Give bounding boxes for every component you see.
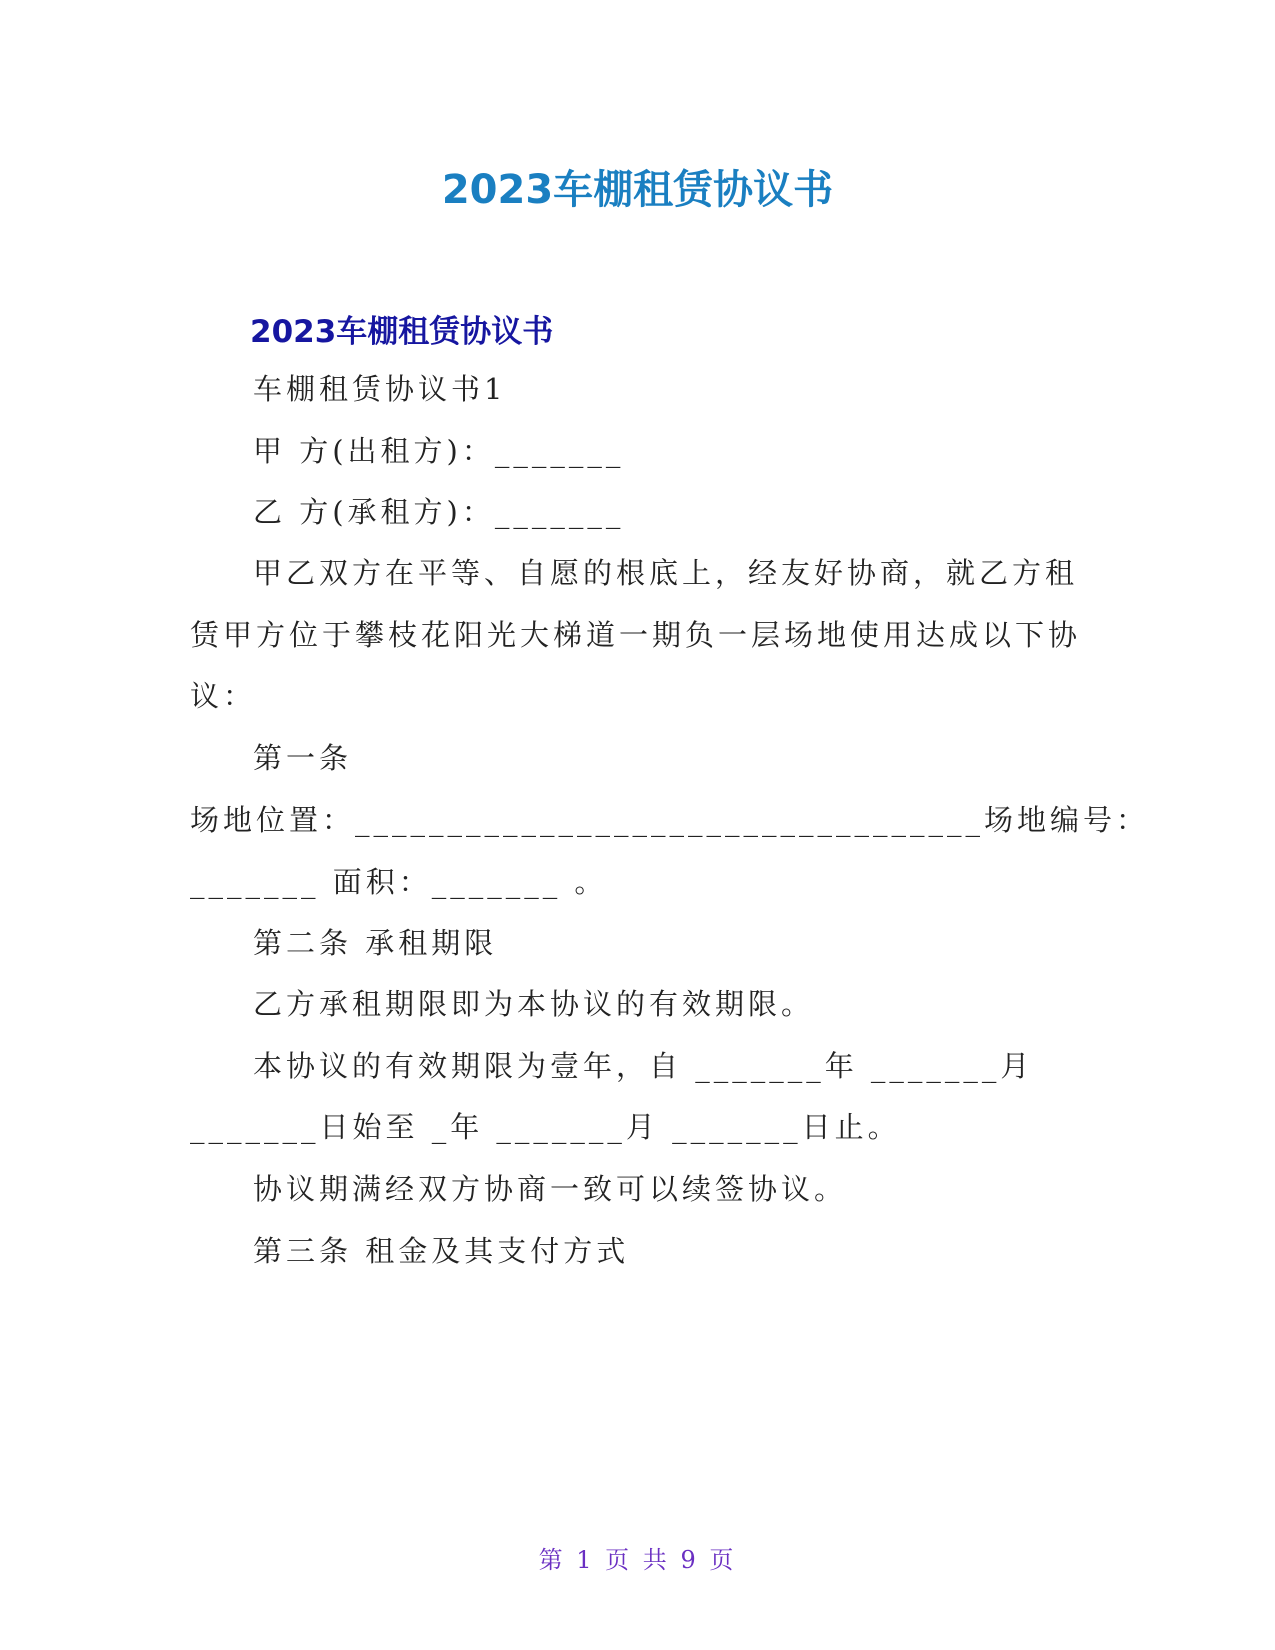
paragraph-lease-term: 乙方承租期限即为本协议的有效期限。 xyxy=(253,987,815,1021)
paragraph-renewal: 协议期满经双方协商一致可以续签协议。 xyxy=(253,1172,848,1206)
paragraph-validity-line-2: _______日始至 _年 _______月 _______日止。 xyxy=(190,1110,901,1144)
article-three-heading: 第三条 租金及其支付方式 xyxy=(253,1234,630,1268)
paragraph-validity-line-1: 本协议的有效期限为壹年，自 _______年 _______月 xyxy=(253,1049,1034,1083)
paragraph-preamble-line-3: 议： xyxy=(190,679,257,713)
article-two-heading: 第二条 承租期限 xyxy=(253,926,498,960)
paragraph-site-area: _______ 面积：_______ 。 xyxy=(190,865,608,899)
paragraph-party-a: 甲 方(出租方)：_______ xyxy=(253,434,625,468)
paragraph-preamble-line-1: 甲乙双方在平等、自愿的根底上，经友好协商，就乙方租 xyxy=(253,556,1079,590)
paragraph-site-location: 场地位置：__________________________________场地编号： xyxy=(190,803,1150,837)
page-number-footer: 第 1 页 共 9 页 xyxy=(538,1546,737,1574)
paragraph-preamble-line-2: 赁甲方位于攀枝花阳光大梯道一期负一层场地使用达成以下协 xyxy=(190,618,1082,652)
document-title: 2023车棚租赁协议书 xyxy=(441,167,834,213)
article-one-heading: 第一条 xyxy=(253,741,353,775)
section-heading: 2023车棚租赁协议书 xyxy=(250,314,554,350)
paragraph-agreement-number: 车棚租赁协议书1 xyxy=(253,372,507,406)
paragraph-party-b: 乙 方(承租方)：_______ xyxy=(253,495,625,529)
